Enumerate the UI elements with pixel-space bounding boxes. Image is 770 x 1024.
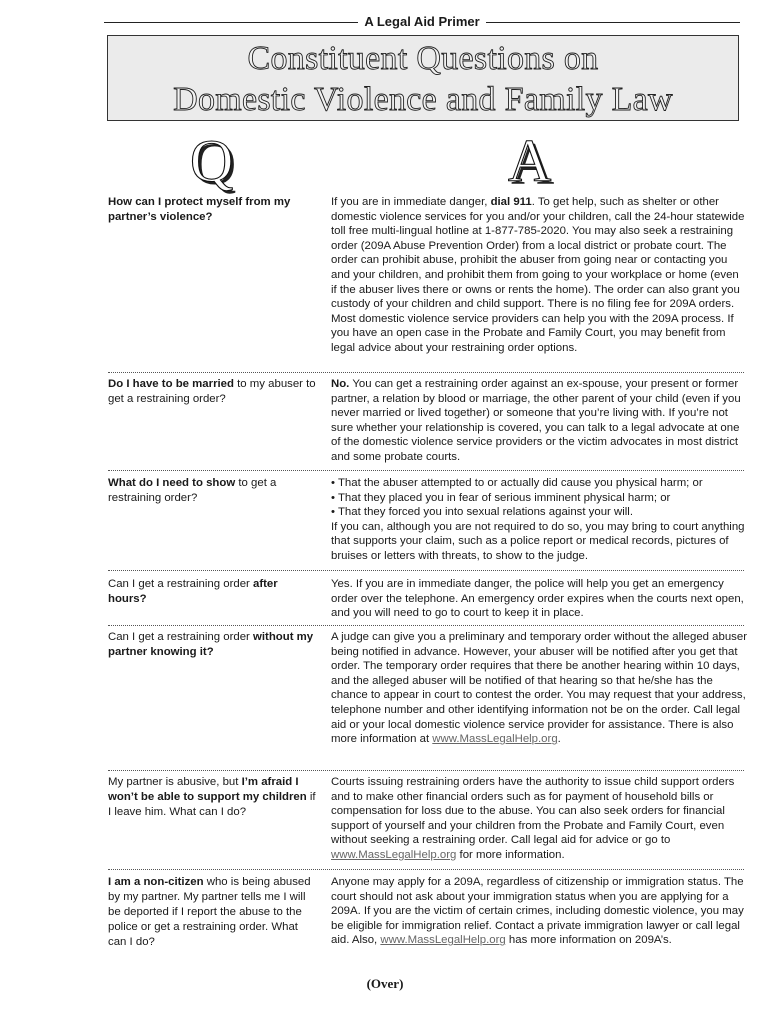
title-box — [107, 35, 739, 121]
row-separator — [108, 372, 744, 373]
body-text: to my abuser to get a restraining order? — [108, 378, 316, 405]
body-text: Courts issuing restraining orders have the authority to issue child support orders and to make other financial orders such as for payment of household bills or compensation for loss due to the abuse. You can also seek orders for financial support of yourself and your children from the Probate and Family Court, even without seeking a restraining order. Call legal aid for advice or go to — [331, 776, 735, 847]
answer-2 — [331, 377, 747, 465]
answer-7 — [331, 875, 747, 948]
row-separator — [108, 470, 744, 471]
header-kicker-bar — [104, 14, 740, 30]
bold-text: How can I protect myself from my partner’s violence? — [108, 196, 291, 223]
answer-3-bullets — [331, 476, 747, 520]
answer-3-text — [331, 520, 747, 564]
body-text: Can I get a restraining order — [108, 578, 253, 590]
row-separator — [108, 770, 744, 771]
body-text: . To get help, such as shelter or other domestic violence services for you and/or your children, call the 24-hour statewide toll free multi-lingual hotline at 1-877-785-2020. You may also seek a restraining order (209A Abuse Prevention Order) from a local district or probate court. The order can prohibit abuse, prohibit the abuser from going near or contacting you and your children, and prohibit them from going to your workplace or home (even if the abuser lives there or owns or rents the home). The order can also grant you custody of your children and child support. There is no filing fee for 209A orders. Most domestic violence service providers can help you with the 209A process. If you have an open case in the Probate and Family Court, you may benefit from legal advice about your restraining order options. — [331, 196, 745, 354]
kicker-rule-left — [104, 22, 358, 23]
kicker-label: A Legal Aid Primer — [364, 14, 480, 29]
answer-bullet: • That they placed you in fear of serious imminent physical harm; or — [331, 491, 671, 504]
answer-1 — [331, 195, 747, 356]
bold-text: after hours? — [108, 578, 278, 605]
answer-3 — [331, 476, 747, 564]
answer-bullet: • That they forced you into sexual relations against your will. — [331, 506, 633, 519]
row-separator — [108, 869, 744, 870]
question-5 — [108, 630, 318, 660]
body-text: My partner is abusive, but — [108, 776, 242, 788]
body-text: A judge can give you a preliminary and temporary order without the alleged abuser being notified in advance. However, your abuser will be notified after you get that order. The temporary order requires that there be another hearing within 10 days, and the alleged abuser will be notified of that hearing so that he/she has the chance to appear in court to contest the order. You may request that your address, telephone number and other identifying information not be on the order. Call legal aid or your local domestic violence service provider for assistance. There is also more information at — [331, 631, 748, 746]
body-text: who is being abused by my partner. My partner tells me I will be deported if I report the abuse to the police or get a restraining order. What can I do? — [108, 876, 311, 948]
question-1 — [108, 195, 318, 225]
body-text: Yes. If you are in immediate danger, the police will help you get an emergency order over the telephone. An emergency order expires when the courts next open, and you will need to go to court to keep it in place. — [331, 578, 744, 620]
bold-text: dial 911 — [490, 196, 532, 208]
masslegalhelp-link[interactable]: www.MassLegalHelp.org — [432, 733, 558, 746]
q-column-letter: Q — [190, 128, 234, 194]
row-separator — [108, 570, 744, 571]
body-text: . — [557, 733, 561, 746]
body-text: if I leave him. What can I do? — [108, 791, 316, 818]
bold-text: I am a non-citizen — [108, 876, 204, 888]
masslegalhelp-link[interactable]: www.MassLegalHelp.org — [331, 848, 457, 861]
row-separator — [108, 625, 744, 626]
body-text: to get a restraining order? — [108, 477, 277, 504]
body-text: Can I get a restraining order — [108, 631, 253, 643]
body-text: for more information. — [456, 848, 565, 861]
page-title-line-1: Constituent Questions on — [247, 40, 599, 77]
question-4 — [108, 577, 318, 607]
answer-bullet: • That the abuser attempted to or actually did cause you physical harm; or — [331, 477, 703, 489]
body-text: If you can, although you are not required to do so, you may bring to court anything that supports your claim, such as a police report or medical records, pictures of bruises or letters with threats, to show to the judge. — [331, 520, 745, 562]
question-6 — [108, 775, 318, 820]
question-2 — [108, 377, 318, 407]
over-label: (Over) — [366, 976, 404, 991]
bold-text: I’m afraid I won’t be able to support my children — [108, 776, 307, 803]
bold-text: What do I need to show — [108, 477, 236, 489]
body-text: Anyone may apply for a 209A, regardless of citizenship or immigration status. The court should not ask about your immigration status when you are applying for a 209A. If you are the victim of certain crimes, including domestic violence, you may be eligible for immigration relief. Contact a private immigration lawyer or call legal aid. Also, — [331, 876, 744, 947]
body-text: You can get a restraining order against an ex-spouse, your present or former partner, a relation by blood or marriage, the other parent of your child (even if you never married or lived together) or someone that you’re living with. If you’re not sure whether your relationship is covered, you can talk to a legal advocate at one of the domestic violence service providers or the victim advocates in most district and some probate courts. — [331, 378, 741, 463]
body-text: If you are in immediate danger, — [331, 196, 491, 208]
answer-4 — [331, 577, 747, 621]
page-title-line-2: Domestic Violence and Family Law — [173, 81, 673, 118]
bold-text: Do I have to be married — [108, 378, 234, 390]
question-3 — [108, 476, 318, 506]
body-text: has more information on 209A’s. — [505, 934, 672, 947]
a-column-letter: A — [508, 128, 552, 194]
answer-6 — [331, 775, 747, 863]
kicker-rule-right — [486, 22, 740, 23]
question-7 — [108, 875, 318, 950]
masslegalhelp-link[interactable]: www.MassLegalHelp.org — [380, 934, 506, 947]
bold-text: No. — [331, 378, 350, 390]
answer-5 — [331, 630, 747, 747]
bold-text: without my partner knowing it? — [108, 631, 314, 658]
